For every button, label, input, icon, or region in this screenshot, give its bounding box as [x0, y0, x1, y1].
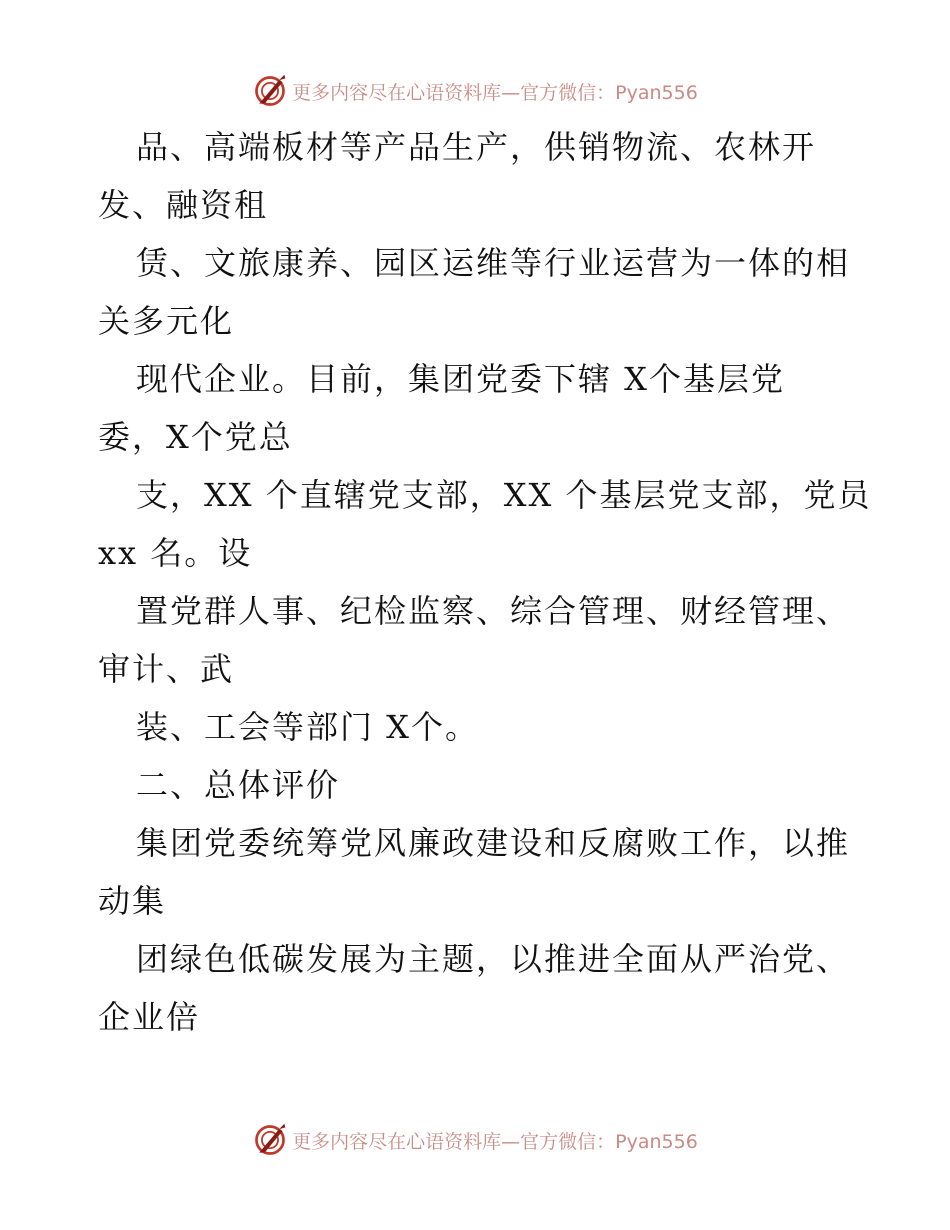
- text-line: 品、高端板材等产品生产，供销物流、农林开: [136, 128, 817, 166]
- text-line: 支，XX 个直辖党支部，XX 个基层党支部，党员: [136, 476, 872, 514]
- text-line: 现代企业。目前，集团党委下辖 X个基层党: [136, 360, 785, 398]
- document-body: [98, 118, 872, 1046]
- text-line: xx 名。设: [98, 534, 253, 572]
- text-line: 关多元化: [98, 302, 235, 340]
- watermark-text: 更多内容尽在心语资料库—官方微信：Pyan556: [292, 81, 698, 104]
- footer-watermark: [0, 1120, 950, 1160]
- text-line: 团绿色低碳发展为主题，以推进全面从严治党、: [136, 940, 851, 978]
- text-line: 置党群人事、纪检监察、综合管理、财经管理、: [136, 592, 851, 630]
- watermark-text: 更多内容尽在心语资料库—官方微信：Pyan556: [292, 1130, 698, 1153]
- text-line: 委，X个党总: [98, 418, 293, 456]
- text-line: 装、工会等部门 X个。: [136, 708, 479, 746]
- quill-seal-icon: [252, 73, 288, 109]
- text-line: 发、融资租: [98, 186, 269, 224]
- text-line: 赁、文旅康养、园区运维等行业运营为一体的相: [136, 244, 851, 282]
- text-line: 动集: [98, 882, 167, 920]
- text-line: 审计、武: [98, 650, 235, 688]
- text-line: 集团党委统筹党风廉政建设和反腐败工作，以推: [136, 824, 851, 862]
- header-watermark: [0, 71, 950, 111]
- text-line: 二、总体评价: [136, 766, 341, 804]
- text-line: 企业倍: [98, 998, 201, 1036]
- quill-seal-icon: [252, 1122, 288, 1158]
